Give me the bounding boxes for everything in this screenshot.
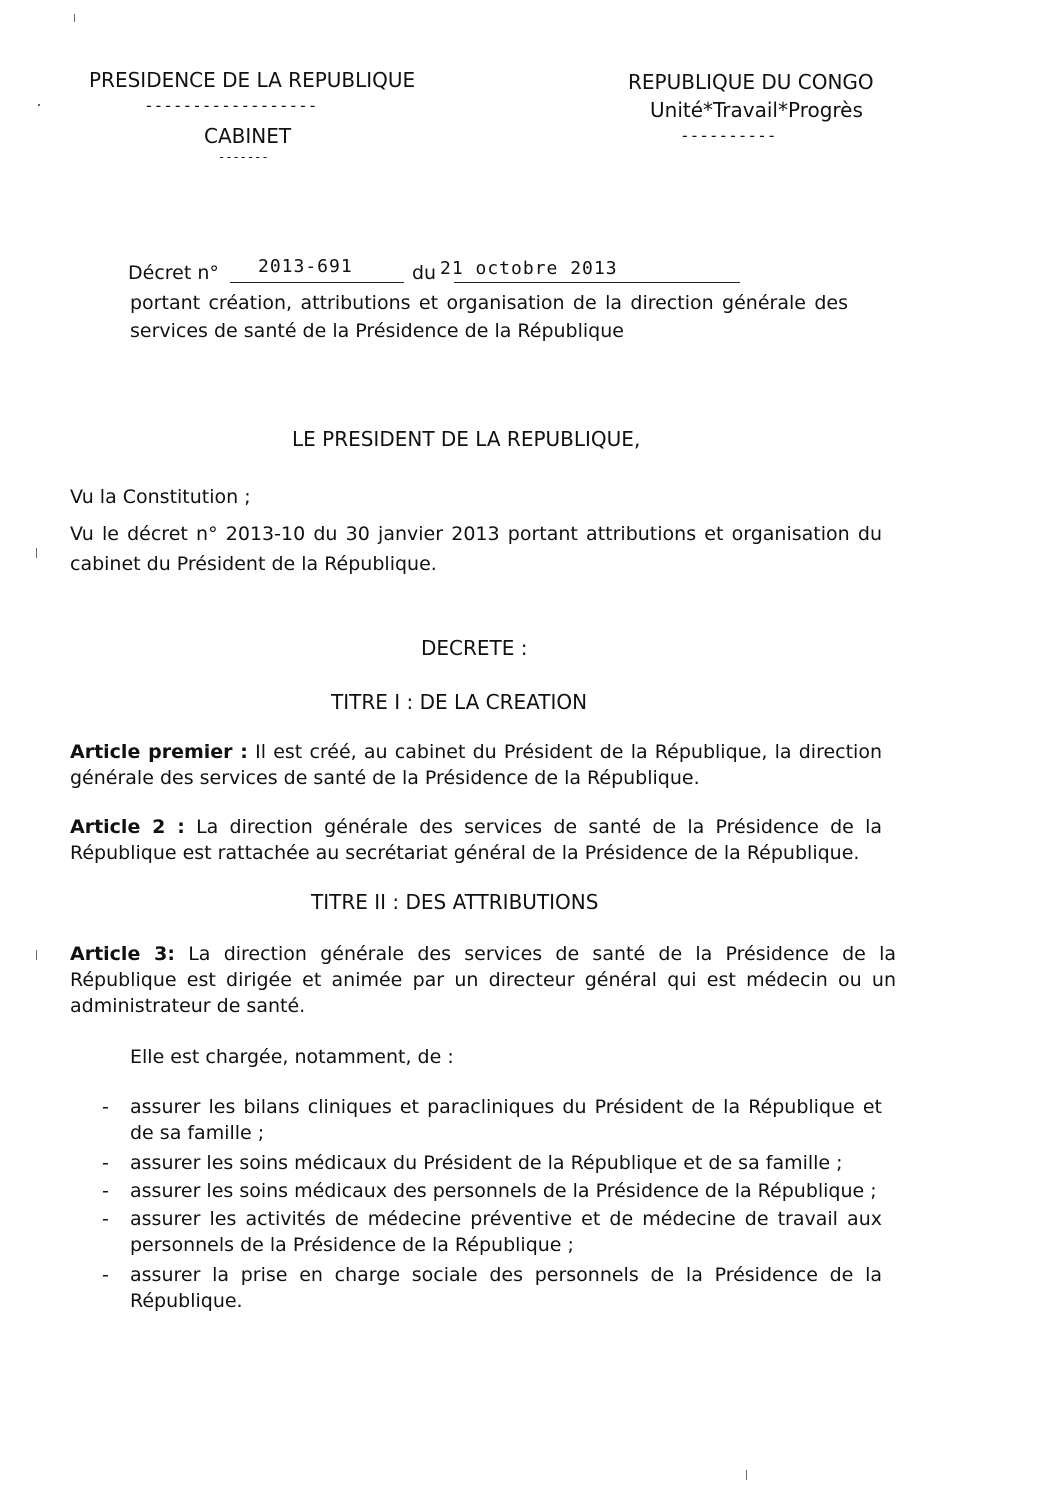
- list-item-text: assurer les soins médicaux des personnels de la Présidence de la République ;: [130, 1180, 877, 1202]
- list-item-text: assurer les bilans cliniques et paracliniques du Président de la République et de sa famille ;: [130, 1096, 882, 1144]
- bullet-dash: -: [102, 1180, 109, 1202]
- titre-2-heading: TITRE II : DES ATTRIBUTIONS: [311, 890, 599, 914]
- article-2-label: Article 2 :: [70, 816, 185, 838]
- header-left-dashes: ------------------: [144, 96, 318, 115]
- attributions-list: [102, 1094, 882, 1314]
- list-item: [102, 1206, 882, 1258]
- decree-du: du: [412, 262, 437, 284]
- scan-speck: [36, 548, 37, 558]
- article-1-text: Il est créé, au cabinet du Président de la République, la direction générale des services de santé de la Présidence de la République.: [70, 741, 882, 789]
- visa-constitution: Vu la Constitution ;: [70, 486, 251, 508]
- titre-1-heading: TITRE I : DE LA CREATION: [331, 690, 588, 714]
- header-left-sub: CABINET: [204, 124, 292, 148]
- decree-subject: portant création, attributions et organisation de la direction générale des services de santé de la Présidence de la République: [130, 292, 848, 342]
- article-3-label: Article 3:: [70, 943, 175, 965]
- decree-number: 2013-691: [258, 256, 353, 277]
- decree-number-rule: [230, 282, 404, 283]
- bullet-dash: -: [102, 1208, 109, 1230]
- header-right-dashes: ----------: [680, 126, 777, 145]
- bullet-dash: -: [102, 1264, 109, 1286]
- header-right-title: REPUBLIQUE DU CONGO: [628, 70, 874, 94]
- president-heading: LE PRESIDENT DE LA REPUBLIQUE,: [292, 427, 641, 451]
- visa-decret: Vu le décret n° 2013-10 du 30 janvier 2013 portant attributions et organisation du cabinet du Président de la République.: [70, 523, 882, 575]
- article-3-text: La direction générale des services de santé de la Présidence de la République est dirigée et animée par un directeur général qui est médecin ou un administrateur de santé.: [70, 943, 896, 1017]
- list-item: [102, 1178, 882, 1204]
- list-item-text: assurer la prise en charge sociale des personnels de la Présidence de la République.: [130, 1264, 882, 1312]
- list-item-text: assurer les activités de médecine préventive et de médecine de travail aux personnels de la Présidence de la République ;: [130, 1208, 882, 1256]
- decree-prefix: Décret n°: [128, 262, 219, 284]
- article-1-label: Article premier :: [70, 741, 248, 763]
- decree-date: 21 octobre 2013: [440, 258, 618, 279]
- bullet-dash: -: [102, 1152, 109, 1174]
- scan-speck: [36, 950, 37, 960]
- article-1: [70, 739, 882, 791]
- decree-date-rule: [454, 282, 740, 283]
- article-3: [70, 941, 896, 1019]
- bullet-dash: -: [102, 1096, 109, 1118]
- list-item: [102, 1094, 882, 1146]
- article-2-text: La direction générale des services de santé de la Présidence de la République est rattachée au secrétariat général de la Présidence de la République.: [70, 816, 882, 864]
- scan-speck: [74, 14, 75, 22]
- list-item: [102, 1150, 882, 1176]
- scan-speck: [38, 104, 40, 106]
- article-3-intro: Elle est chargée, notamment, de :: [130, 1046, 454, 1068]
- scan-speck: [746, 1470, 747, 1480]
- article-2: [70, 814, 882, 866]
- header-left-sub-dashes: -------: [218, 150, 269, 164]
- decrete-heading: DECRETE :: [421, 636, 528, 660]
- list-item-text: assurer les soins médicaux du Président de la République et de sa famille ;: [130, 1152, 843, 1174]
- header-left-title: PRESIDENCE DE LA REPUBLIQUE: [89, 68, 416, 92]
- list-item: [102, 1262, 882, 1314]
- header-right-motto: Unité*Travail*Progrès: [650, 98, 863, 122]
